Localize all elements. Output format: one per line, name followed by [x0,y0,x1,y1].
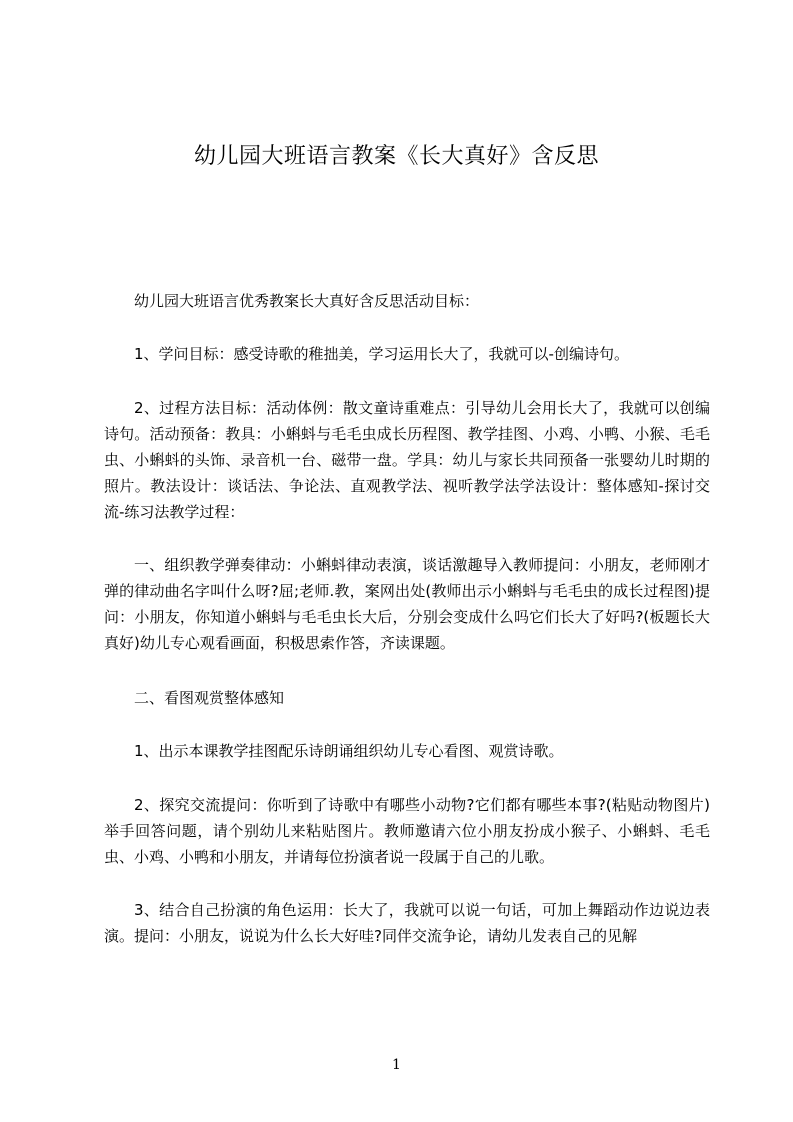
paragraph-step-two: 2、探究交流提问：你听到了诗歌中有哪些小动物?它们都有哪些本事?(粘贴动物图片)举手回答问题，请个别幼儿来粘贴图片。教师邀请六位小朋友扮成小猴子、小蝌蚪、毛毛虫、小鸡、小鸭和小朋友，并请每位扮演者说一段属于自己的儿歌。 [104,796,710,866]
paragraph-step-three: 3、结合自己扮演的角色运用：长大了，我就可以说一句话，可加上舞蹈动作边说边表演。提问：小朋友，说说为什么长大好哇?同伴交流争论，请幼儿发表自己的见解 [104,901,710,945]
document-title: 幼儿园大班语言教案《长大真好》含反思 [193,144,599,169]
page-number: 1 [392,1057,401,1073]
paragraph-process-goal: 2、过程方法目标：活动体例：散文童诗重难点：引导幼儿会用长大了，我就可以创编诗句。活动预备：教具：小蝌蚪与毛毛虫成长历程图、教学挂图、小鸡、小鸭、小猴、毛毛虫、小蝌蚪的头饰、录音机一台、磁带一盘。学具：幼儿与家长共同预备一张婴幼儿时期的照片。教法设计：谈话法、争论法、直观教学法、视听教学法学法设计：整体感知-探讨交流-练习法教学过程： [104,399,710,521]
paragraph-section-two-heading: 二、看图观赏整体感知 [134,689,285,707]
paragraph-knowledge-goal: 1、学问目标：感受诗歌的稚拙美，学习运用长大了，我就可以-创编诗句。 [134,345,629,363]
paragraph-intro: 幼儿园大班语言优秀教案长大真好含反思活动目标： [134,292,480,310]
paragraph-section-one: 一、组织教学弹奏律动：小蝌蚪律动表演，谈话激趣导入教师提问：小朋友，老师刚才弹的律动曲名字叫什么呀?屈;老师.教，案网出处(教师出示小蝌蚪与毛毛虫的成长过程图)提问：小朋友，你知道小蝌蚪与毛毛虫长大后，分别会变成什么吗它们长大了好吗?(板题长大真好)幼儿专心观看画面，积极思索作答，齐读课题。 [104,556,710,652]
paragraph-step-one: 1、出示本课教学挂图配乐诗朗诵组织幼儿专心看图、观赏诗歌。 [134,742,564,760]
